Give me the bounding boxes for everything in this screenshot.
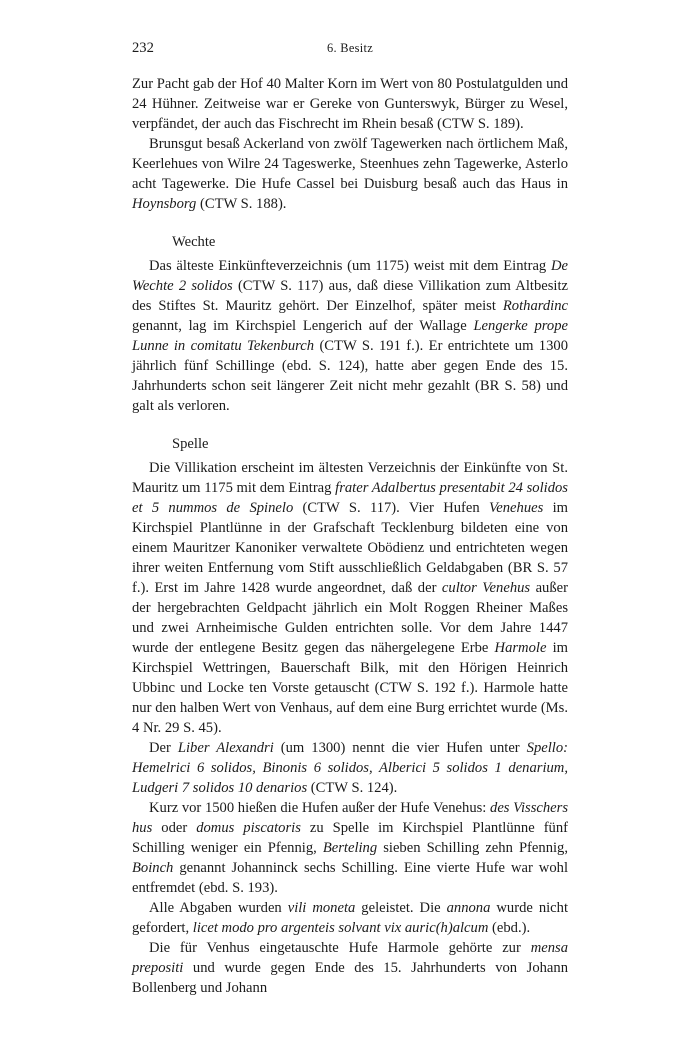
document-page bbox=[132, 38, 568, 998]
paragraph-text: oder bbox=[152, 820, 197, 836]
paragraph-text: genannt, lag im Kirchspiel Lengerich auf der Wallage bbox=[132, 318, 474, 334]
paragraph bbox=[132, 74, 568, 134]
paragraph-text: Der bbox=[149, 740, 178, 756]
paragraph bbox=[132, 134, 568, 214]
section-heading-wechte: Wechte bbox=[172, 234, 216, 250]
italic-text: Rothardinc bbox=[502, 298, 568, 314]
paragraph-text: (ebd.). bbox=[488, 920, 531, 936]
italic-text: Harmole bbox=[494, 640, 547, 656]
paragraph bbox=[132, 938, 568, 998]
paragraph-text: außer der hergebrachten Geldpacht jährlich ein Molt Roggen Rheiner Maßes und zwei Arnheimische Gulden entrichten solle. Vor dem Jahre 1447 wurde der entlegene Besitz gegen das nähergelegene Erbe bbox=[132, 580, 568, 656]
paragraph bbox=[132, 458, 568, 738]
paragraph bbox=[132, 898, 568, 938]
paragraph-text: zu Spelle im Kirchspiel Plantlünne fünf Schilling weniger ein Pfennig, bbox=[132, 820, 569, 856]
italic-text: Berteling bbox=[322, 840, 378, 856]
paragraph-text: Brunsgut besaß Ackerland von zwölf Tagewerken nach örtlichem Maß, Keerlehues von Wilre 24 Tageswerke, Steenhues zehn Tagewerke, Asterlo acht Tagewerke. Die Hufe Cassel bei Duisburg besaß auch das Haus in bbox=[132, 136, 568, 192]
italic-text: cultor Venehus bbox=[441, 580, 531, 596]
paragraph-text: und wurde gegen Ende des 15. Jahrhunderts von Johann Bollenberg und Johann bbox=[132, 960, 568, 996]
paragraph-text: im Kirchspiel Wettringen, Bauerschaft Bilk, mit den Hörigen Heinrich Ubbinc und Locke ten Vorste getauscht (CTW S. 192 f.). Harmole hatte nur den halben Wert von Venhaus, auf dem eine Burg errichtet wurde (Ms. 4 Nr. 29 S. 45). bbox=[132, 640, 568, 736]
paragraph bbox=[132, 798, 568, 898]
running-head: 6. Besitz bbox=[326, 41, 374, 55]
italic-text: des Visschers hus bbox=[132, 800, 568, 836]
italic-text: Hoynsborg bbox=[132, 196, 197, 212]
page-number: 232 bbox=[132, 40, 154, 56]
paragraph-text: sieben Schilling zehn Pfennig, bbox=[377, 840, 568, 856]
italic-text: Spello: Hemelrici 6 solidos, Binonis 6 solidos, Alberici 5 solidos 1 denarium, Ludgeri 7 solidos 10 denarios bbox=[132, 740, 569, 796]
paragraph-text: (CTW S. 117) aus, daß diese Villikation zum Altbesitz des Stiftes St. Mauritz gehört. Der Einzelhof, später meist bbox=[132, 278, 568, 314]
page-header bbox=[132, 38, 568, 58]
section-heading-spelle: Spelle bbox=[172, 436, 209, 452]
italic-text: Lengerke prope Lunne in comitatu Tekenburch bbox=[132, 318, 568, 354]
paragraph-text: geleistet. Die bbox=[355, 900, 447, 916]
paragraph-text: (CTW S. 124). bbox=[307, 780, 398, 796]
italic-text: De Wechte 2 solidos bbox=[132, 258, 568, 294]
italic-text: Boinch bbox=[132, 860, 174, 876]
paragraph bbox=[132, 256, 568, 416]
italic-text: licet modo pro argenteis solvant vix auric(h)alcum bbox=[192, 920, 489, 936]
paragraph-text: genannt Johanninck sechs Schilling. Eine vierte Hufe war wohl entfremdet (ebd. S. 193). bbox=[132, 860, 568, 896]
italic-text: Venehues bbox=[488, 500, 544, 516]
paragraph-text: Kurz vor 1500 hießen die Hufen außer der Hufe Venehus: bbox=[149, 800, 491, 816]
italic-text: Liber Alexandri bbox=[177, 740, 274, 756]
paragraph-text: wurde nicht gefordert, bbox=[132, 900, 569, 936]
paragraph-text: (CTW S. 117). Vier Hufen bbox=[293, 500, 489, 516]
paragraph-text: (CTW S. 188). bbox=[196, 196, 287, 212]
paragraph-text: Die für Venhus eingetauschte Hufe Harmole gehörte zur bbox=[149, 940, 531, 956]
paragraph-text: (um 1300) nennt die vier Hufen unter bbox=[273, 740, 527, 756]
paragraph-text: Die Villikation erscheint im ältesten Verzeichnis der Einkünfte von St. Mauritz um 1175 mit dem Eintrag bbox=[132, 460, 568, 496]
paragraph-text: Zur Pacht gab der Hof 40 Malter Korn im Wert von 80 Postulatgulden und 24 Hühner. Zeitweise war er Gereke von Gunterswyk, Bürger zu Wesel, verpfändet, der auch das Fischrecht im Rhein besaß (CTW S. 189). bbox=[132, 76, 568, 132]
italic-text: annona bbox=[446, 900, 491, 916]
paragraph-text: Alle Abgaben wurden bbox=[149, 900, 288, 916]
italic-text: domus piscatoris bbox=[196, 820, 301, 836]
paragraph-text: (CTW S. 191 f.). Er entrichtete um 1300 jährlich fünf Schillinge (ebd. S. 124), hatte aber gegen Ende des 15. Jahrhunderts schon seit längerer Zeit nicht mehr gezahlt (BR S. 58) und galt als verloren. bbox=[132, 338, 568, 414]
italic-text: frater Adalbertus presentabit 24 solidos et 5 nummos de Spinelo bbox=[132, 480, 568, 516]
paragraph bbox=[132, 738, 568, 798]
paragraph-text: im Kirchspiel Plantlünne in der Grafschaft Tecklenburg bildeten eine von einem Mauritzer Kanoniker verwaltete Obödienz und entrichteten wegen ihrer weiten Entfernung vom Stift ausschließlich Geldabgaben (BR S. 57 f.). Erst im Jahre 1428 wurde angeordnet, daß der bbox=[132, 500, 569, 596]
paragraph-text: Das älteste Einkünfteverzeichnis (um 1175) weist mit dem Eintrag bbox=[149, 258, 551, 274]
italic-text: mensa prepositi bbox=[132, 940, 568, 976]
italic-text: vili moneta bbox=[287, 900, 356, 916]
